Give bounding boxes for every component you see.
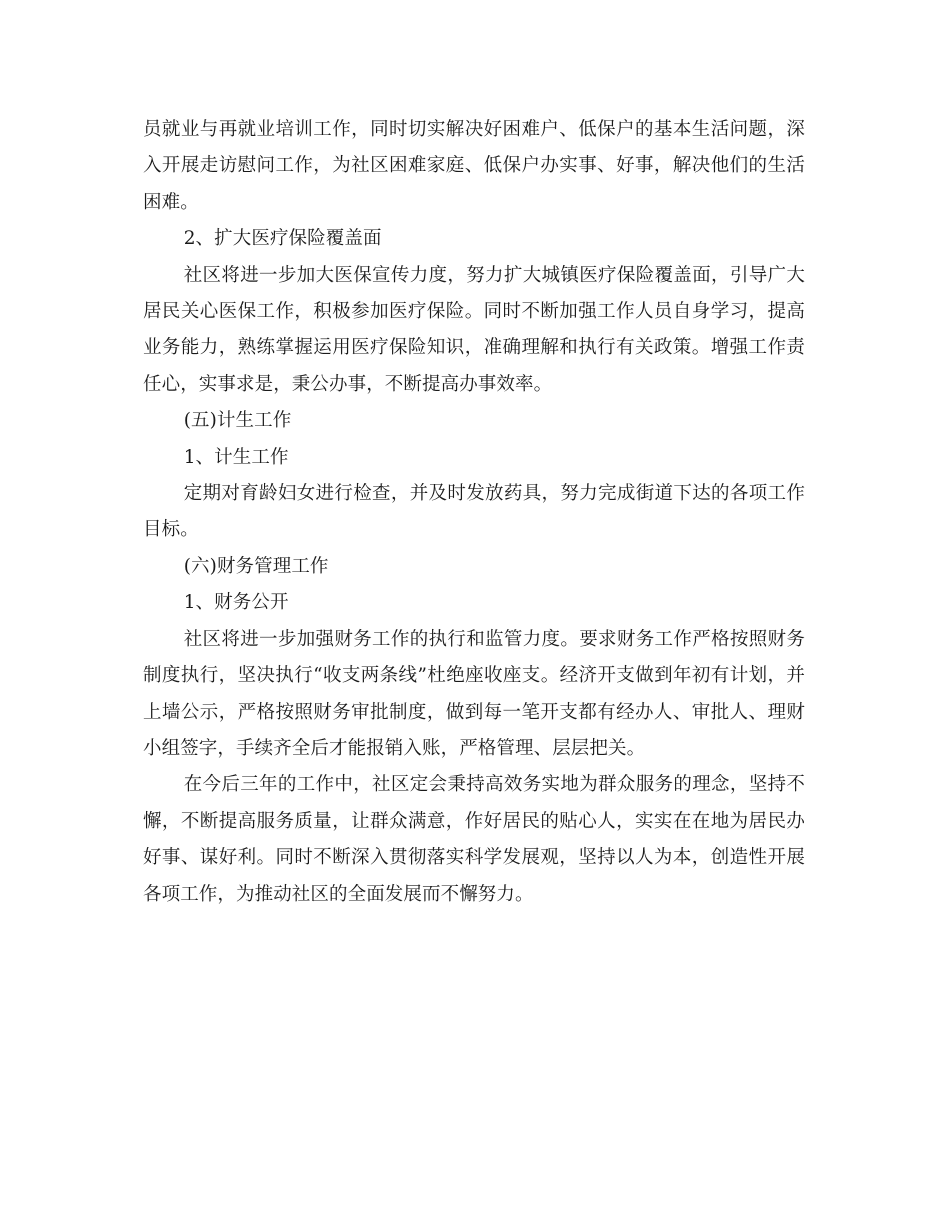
subheading-family-planning: 1、计生工作 xyxy=(183,446,289,468)
paragraph-continuation: 员就业与再就业培训工作，同时切实解决好困难户、低保户的基本生活问题，深入开展走访慰问工作，为社区困难家庭、低保户办实事、好事，解决他们的生活困难。 xyxy=(143,119,805,213)
section-heading-family-planning: (五)计生工作 xyxy=(183,410,292,432)
paragraph-medical-insurance: 社区将进一步加大医保宣传力度，努力扩大城镇医疗保险覆盖面，引导广大居民关心医保工作，积极参加医疗保险。同时不断加强工作人员自身学习，提高业务能力，熟练掌握运用医疗保险知识，准确理解和执行有关政策。增强工作责任心，实事求是，秉公办事，不断提高办事效率。 xyxy=(143,264,805,395)
subheading-finance-disclosure: 1、财务公开 xyxy=(183,592,289,614)
paragraph-family-planning: 定期对育龄妇女进行检查，并及时发放药具，努力完成街道下达的各项工作目标。 xyxy=(143,483,805,541)
section-heading-finance: (六)财务管理工作 xyxy=(183,555,329,577)
subheading-medical-insurance: 2、扩大医疗保险覆盖面 xyxy=(183,228,382,250)
paragraph-conclusion: 在今后三年的工作中，社区定会秉持高效务实地为群众服务的理念，坚持不懈，不断提高服务质量，让群众满意，作好居民的贴心人，实实在在地为居民办好事、谋好利。同时不断深入贯彻落实科学发展观，坚持以人为本，创造性开展各项工作，为推动社区的全面发展而不懈努力。 xyxy=(143,774,805,905)
paragraph-finance-disclosure: 社区将进一步加强财务工作的执行和监管力度。要求财务工作严格按照财务制度执行，坚决执行“收支两条线”杜绝座收座支。经济开支做到年初有计划，并上墙公示，严格按照财务审批制度，做到每一笔开支都有经办人、审批人、理财小组签字，手续齐全后才能报销入账，严格管理、层层把关。 xyxy=(143,628,805,759)
document-body xyxy=(143,112,805,913)
